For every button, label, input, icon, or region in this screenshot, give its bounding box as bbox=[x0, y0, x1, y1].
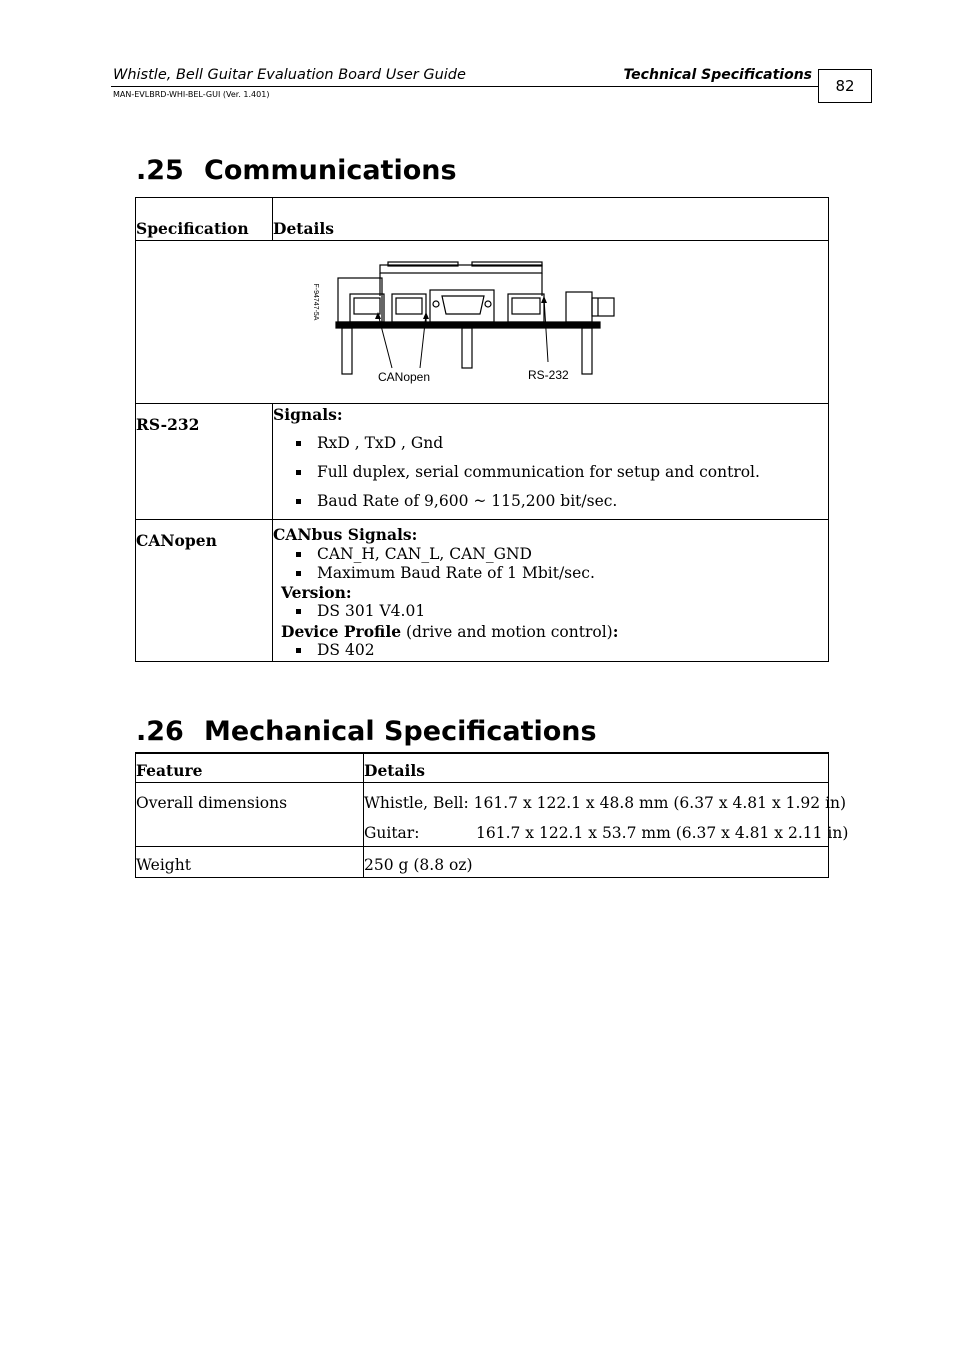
table-border-top bbox=[135, 752, 829, 754]
dimensions-guitar-label: Guitar: bbox=[364, 824, 420, 842]
header-rule bbox=[111, 86, 819, 87]
column-header-specification: Specification bbox=[136, 219, 249, 238]
table-header-rule bbox=[135, 782, 829, 783]
bullet-marker bbox=[296, 552, 301, 557]
header-section-name: Technical Specifications bbox=[623, 67, 812, 83]
bullet-marker bbox=[296, 648, 301, 653]
table-border-right bbox=[828, 752, 829, 878]
bullet-marker bbox=[296, 499, 301, 504]
row-label-weight: Weight bbox=[136, 856, 191, 874]
row-label-canopen: CANopen bbox=[136, 531, 217, 550]
column-header-feature: Feature bbox=[136, 761, 203, 780]
table-border-bottom bbox=[135, 877, 829, 878]
table-row-rule bbox=[135, 403, 829, 404]
dimensions-whistle-bell: Whistle, Bell: 161.7 x 122.1 x 48.8 mm (6.37 x 4.81 x 1.92 in) bbox=[364, 794, 847, 812]
bullet-marker bbox=[296, 571, 301, 576]
column-header-details: Details bbox=[364, 761, 426, 780]
figure-label-rs232: RS-232 bbox=[528, 368, 569, 382]
section-title: Communications bbox=[204, 155, 457, 186]
device-profile-heading: Device Profile (drive and motion control): bbox=[281, 622, 619, 641]
table-row-rule bbox=[135, 519, 829, 520]
section-heading-mechanical bbox=[136, 716, 597, 747]
table-row-rule bbox=[135, 846, 829, 847]
table-border-bottom bbox=[135, 661, 829, 662]
bullet-marker bbox=[296, 441, 301, 446]
version-heading: Version: bbox=[281, 583, 352, 602]
document-title: Whistle, Bell Guitar Evaluation Board User Guide bbox=[113, 67, 466, 83]
figure-part-number: F-94747-5A bbox=[312, 283, 319, 321]
bullet-marker bbox=[296, 470, 301, 475]
dimensions-guitar-value: 161.7 x 122.1 x 53.7 mm (6.37 x 4.81 x 2.11 in) bbox=[476, 824, 849, 842]
row-label-dimensions: Overall dimensions bbox=[136, 794, 288, 812]
section-heading-communications bbox=[136, 155, 457, 186]
board-connector-diagram bbox=[308, 256, 630, 388]
document-id: MAN-EVLBRD-WHI-BEL-GUI (Ver. 1.401) bbox=[113, 90, 270, 99]
section-number: .26 bbox=[136, 716, 184, 747]
bullet-marker bbox=[296, 609, 301, 614]
section-number: .25 bbox=[136, 155, 184, 186]
figure-label-canopen: CANopen bbox=[378, 370, 431, 384]
weight-value: 250 g (8.8 oz) bbox=[364, 856, 473, 874]
rs232-signals-heading: Signals: bbox=[273, 405, 343, 424]
table-border-top bbox=[135, 197, 829, 198]
table-header-rule bbox=[135, 240, 829, 241]
canbus-signals-heading: CANbus Signals: bbox=[273, 525, 418, 544]
section-title: Mechanical Specifications bbox=[204, 716, 597, 747]
row-label-rs232: RS-232 bbox=[136, 415, 200, 434]
page-number: 82 bbox=[818, 69, 872, 103]
column-header-details: Details bbox=[273, 219, 335, 238]
table-border-right bbox=[828, 197, 829, 662]
